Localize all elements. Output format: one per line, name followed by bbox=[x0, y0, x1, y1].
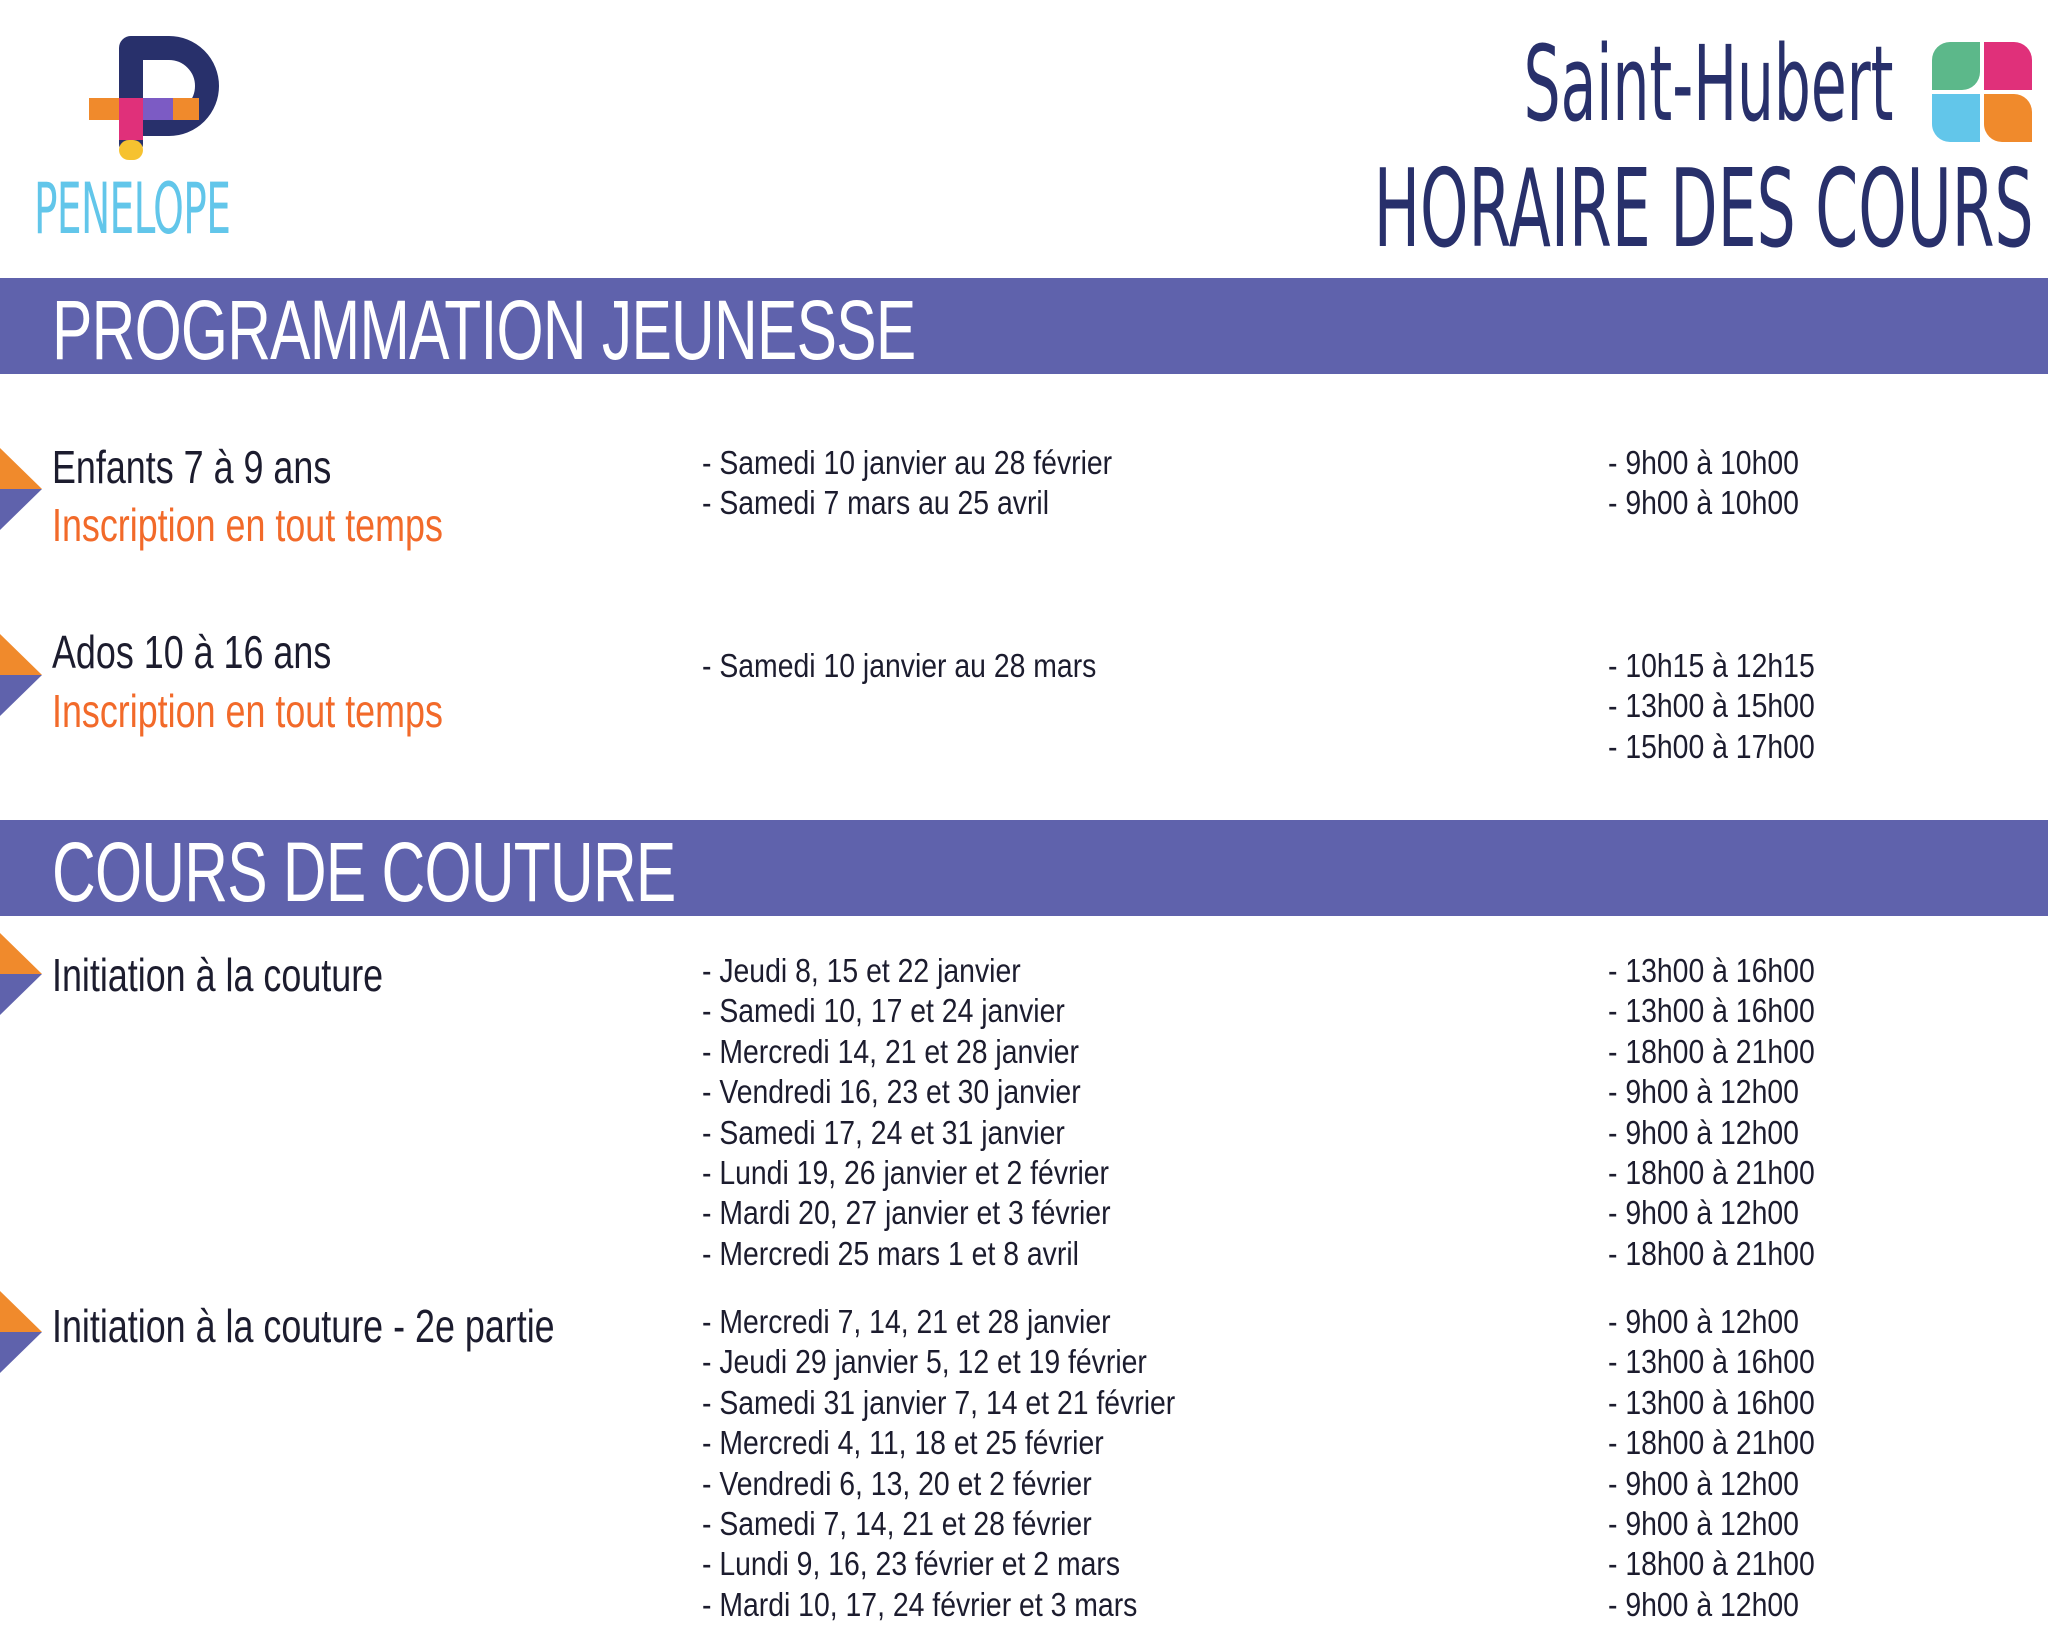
time-item: - 9h00 à 12h00 bbox=[1608, 1113, 1799, 1151]
time-item: - 13h00 à 16h00 bbox=[1608, 1383, 1815, 1421]
time-item: - 10h15 à 12h15 bbox=[1608, 647, 1815, 684]
penelope-logo bbox=[34, 36, 244, 268]
orange-purple-arrow-icon bbox=[0, 933, 42, 1015]
date-item: - Samedi 10 janvier au 28 février bbox=[702, 444, 1113, 481]
date-item: - Vendredi 16, 23 et 30 janvier bbox=[702, 1073, 1081, 1111]
date-item: - Jeudi 29 janvier 5, 12 et 19 février bbox=[702, 1343, 1147, 1381]
course-dates bbox=[702, 951, 1177, 1274]
date-item: - Mercredi 14, 21 et 28 janvier bbox=[702, 1032, 1080, 1070]
course-times bbox=[1608, 1302, 1848, 1625]
orange-purple-arrow-icon bbox=[0, 448, 42, 530]
section-title: COURS DE COUTURE bbox=[52, 825, 676, 919]
time-item: - 13h00 à 16h00 bbox=[1608, 1343, 1815, 1381]
course-note: Inscription en tout temps bbox=[52, 685, 443, 737]
time-item: - 9h00 à 12h00 bbox=[1608, 1073, 1799, 1111]
date-item: - Mercredi 7, 14, 21 et 28 janvier bbox=[702, 1303, 1111, 1340]
time-item: - 18h00 à 21h00 bbox=[1608, 1154, 1815, 1192]
date-item: - Mardi 10, 17, 24 février et 3 mars bbox=[702, 1585, 1138, 1623]
city-name: Saint-Hubert bbox=[1524, 23, 1894, 145]
time-item: - 9h00 à 12h00 bbox=[1608, 1303, 1799, 1340]
section-banner-jeunesse bbox=[0, 278, 2048, 377]
time-item: - 9h00 à 10h00 bbox=[1608, 444, 1799, 481]
course-times bbox=[1608, 951, 1848, 1274]
date-item: - Samedi 31 janvier 7, 14 et 21 février bbox=[702, 1383, 1176, 1421]
section-banner-couture bbox=[0, 820, 2048, 919]
section-title: PROGRAMMATION JEUNESSE bbox=[52, 283, 916, 377]
date-item: - Lundi 9, 16, 23 février et 2 mars bbox=[702, 1545, 1121, 1583]
date-item: - Jeudi 8, 15 et 22 janvier bbox=[702, 952, 1021, 989]
page-title: HORAIRE DES COURS bbox=[1374, 147, 2034, 272]
date-item: - Mardi 20, 27 janvier et 3 février bbox=[702, 1194, 1111, 1232]
course-times bbox=[1608, 443, 1830, 524]
date-item: - Samedi 7 mars au 25 avril bbox=[702, 484, 1050, 522]
course-name: Initiation à la couture bbox=[52, 949, 384, 1001]
course-dates bbox=[702, 1302, 1252, 1625]
time-item: - 15h00 à 17h00 bbox=[1608, 727, 1815, 765]
date-item: - Lundi 19, 26 janvier et 2 février bbox=[702, 1154, 1110, 1192]
date-item: - Samedi 17, 24 et 31 janvier bbox=[702, 1113, 1065, 1151]
date-item: - Mercredi 25 mars 1 et 8 avril bbox=[702, 1234, 1079, 1272]
time-item: - 13h00 à 16h00 bbox=[1608, 952, 1815, 989]
time-item: - 13h00 à 16h00 bbox=[1608, 992, 1815, 1030]
course-name: Ados 10 à 16 ans bbox=[52, 626, 332, 678]
course-name: Initiation à la couture - 2e partie bbox=[52, 1300, 555, 1352]
course-dates bbox=[702, 646, 1161, 686]
course-name: Enfants 7 à 9 ans bbox=[52, 441, 332, 493]
time-item: - 18h00 à 21h00 bbox=[1608, 1234, 1815, 1272]
brand-name: PENELOPE bbox=[34, 168, 231, 250]
time-item: - 9h00 à 12h00 bbox=[1608, 1505, 1799, 1543]
saint-hubert-flower-icon bbox=[1932, 42, 2032, 142]
date-item: - Samedi 10, 17 et 24 janvier bbox=[702, 992, 1065, 1030]
orange-purple-arrow-icon bbox=[0, 634, 42, 716]
time-item: - 13h00 à 15h00 bbox=[1608, 687, 1815, 725]
time-item: - 9h00 à 12h00 bbox=[1608, 1464, 1799, 1502]
time-item: - 18h00 à 21h00 bbox=[1608, 1424, 1815, 1462]
date-item: - Samedi 10 janvier au 28 mars bbox=[702, 647, 1097, 684]
date-item: - Mercredi 4, 11, 18 et 25 février bbox=[702, 1424, 1104, 1462]
time-item: - 18h00 à 21h00 bbox=[1608, 1032, 1815, 1070]
time-item: - 18h00 à 21h00 bbox=[1608, 1545, 1815, 1583]
time-item: - 9h00 à 12h00 bbox=[1608, 1194, 1799, 1232]
date-item: - Samedi 7, 14, 21 et 28 février bbox=[702, 1505, 1092, 1543]
course-note: Inscription en tout temps bbox=[52, 499, 443, 551]
time-item: - 9h00 à 12h00 bbox=[1608, 1585, 1799, 1623]
date-item: - Vendredi 6, 13, 20 et 2 février bbox=[702, 1464, 1092, 1502]
course-dates bbox=[702, 443, 1179, 524]
time-item: - 9h00 à 10h00 bbox=[1608, 484, 1799, 522]
orange-purple-arrow-icon bbox=[0, 1291, 42, 1373]
penelope-p-mark-icon bbox=[89, 36, 229, 166]
course-times bbox=[1608, 646, 1848, 767]
header bbox=[1374, 23, 2034, 272]
